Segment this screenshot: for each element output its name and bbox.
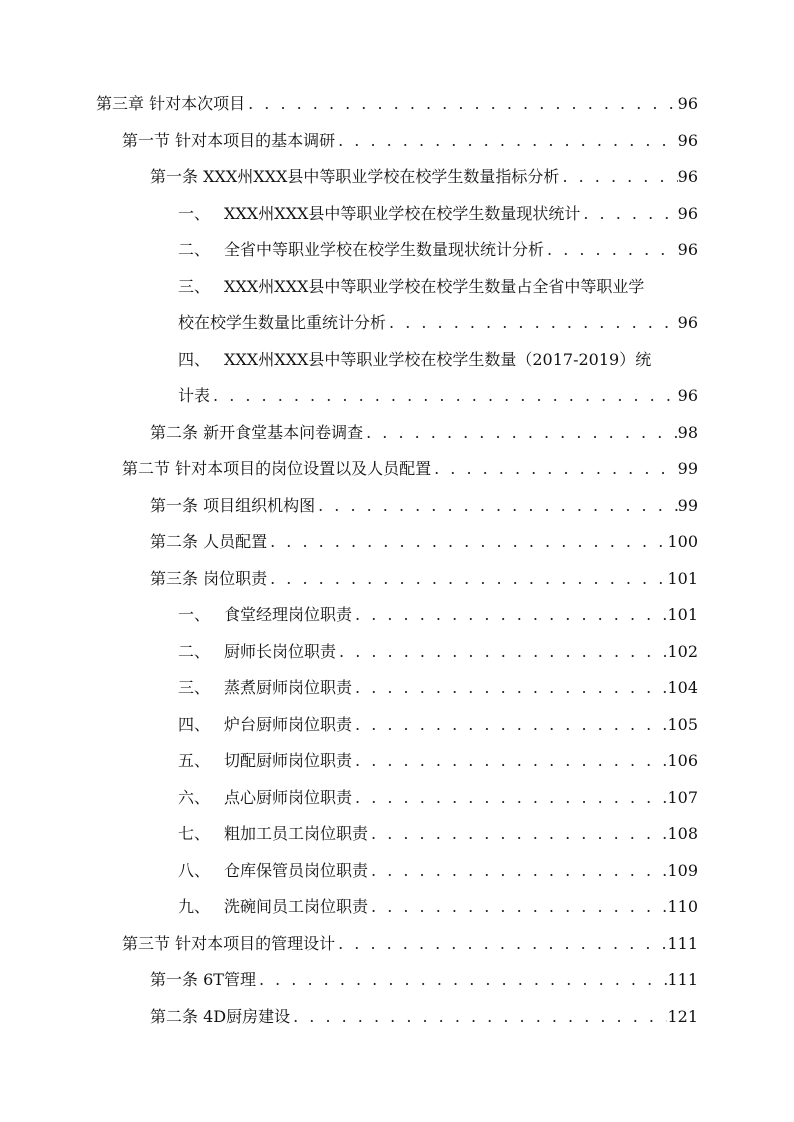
toc-leader-dots xyxy=(368,816,667,853)
toc-title-line-1: XXX州XXX县中等职业学校在校学生数量（2017-2019）统 xyxy=(224,349,652,369)
toc-title: 第三节 针对本项目的管理设计 xyxy=(122,933,336,953)
toc-title: 第一条 项目组织机构图 xyxy=(150,495,316,515)
toc-leader-dots xyxy=(544,232,678,269)
toc-page-number: 121 xyxy=(667,1006,698,1026)
toc-entry-item[interactable] xyxy=(0,743,794,780)
toc-entry-item[interactable] xyxy=(0,853,794,890)
toc-leader-dots xyxy=(431,451,678,488)
toc-leader-dots xyxy=(559,159,677,196)
toc-page-number: 99 xyxy=(677,495,698,515)
toc-page-number: 96 xyxy=(677,167,698,186)
toc-entry-article[interactable] xyxy=(0,962,794,999)
toc-page-number: 96 xyxy=(677,203,698,223)
toc-leader-dots xyxy=(352,780,667,817)
toc-title: 点心厨师岗位职责 xyxy=(224,787,353,807)
toc-page-number: 106 xyxy=(667,751,698,770)
toc-leader-dots xyxy=(210,378,678,415)
toc-entry-article[interactable] xyxy=(0,999,794,1036)
toc-entry-item[interactable] xyxy=(0,707,794,744)
toc-item-number: 九、 xyxy=(178,897,211,916)
toc-title: 第三条 岗位职责 xyxy=(150,568,268,588)
toc-leader-dots xyxy=(352,707,667,744)
toc-entry-item[interactable] xyxy=(0,634,794,671)
toc-leader-dots xyxy=(352,743,667,780)
toc-page-number: 96 xyxy=(677,386,698,405)
toc-entry-item[interactable] xyxy=(0,232,794,269)
toc-leader-dots xyxy=(368,853,667,890)
toc-page-number: 100 xyxy=(667,532,698,551)
toc-page-number: 101 xyxy=(667,568,698,588)
toc-title-line-2: 计表 xyxy=(178,386,211,405)
toc-entry-item[interactable] xyxy=(0,780,794,817)
toc-entry-item[interactable] xyxy=(0,342,794,415)
toc-page-number: 107 xyxy=(667,787,698,807)
toc-page-number: 99 xyxy=(677,459,698,478)
toc-title: 第二条 人员配置 xyxy=(150,532,268,551)
toc-entry-item[interactable] xyxy=(0,597,794,634)
toc-page-number: 101 xyxy=(667,605,698,624)
toc-entry-item[interactable] xyxy=(0,670,794,707)
toc-title: 第二节 针对本项目的岗位设置以及人员配置 xyxy=(122,459,432,478)
toc-title: 粗加工员工岗位职责 xyxy=(224,824,369,843)
toc-entry-item[interactable] xyxy=(0,889,794,926)
toc-item-number: 三、 xyxy=(178,276,211,296)
toc-item-number: 二、 xyxy=(178,240,211,259)
toc-entry-section-3[interactable] xyxy=(0,926,794,963)
toc-leader-dots xyxy=(290,999,667,1036)
toc-title: 炉台厨师岗位职责 xyxy=(224,714,353,734)
toc-entry-section-1[interactable] xyxy=(0,123,794,160)
toc-item-number: 三、 xyxy=(178,678,211,697)
toc-leader-dots xyxy=(315,488,678,525)
toc-entry-item[interactable] xyxy=(0,269,794,342)
toc-leader-dots xyxy=(352,670,667,707)
toc-page-number: 111 xyxy=(667,970,698,989)
toc-item-number: 一、 xyxy=(178,203,211,223)
toc-entry-item[interactable] xyxy=(0,816,794,853)
toc-page-number: 109 xyxy=(667,860,698,880)
toc-title: 切配厨师岗位职责 xyxy=(224,751,353,770)
toc-title: 第三章 针对本次项目 xyxy=(96,94,246,113)
toc-item-number: 一、 xyxy=(178,605,211,624)
toc-title: 第一节 针对本项目的基本调研 xyxy=(122,130,336,150)
toc-leader-dots xyxy=(368,889,667,926)
toc-title-line-1: XXX州XXX县中等职业学校在校学生数量占全省中等职业学 xyxy=(224,276,645,296)
toc-entry-section-2[interactable] xyxy=(0,451,794,488)
toc-item-number: 四、 xyxy=(178,349,211,369)
toc-title: 仓库保管员岗位职责 xyxy=(224,860,369,880)
toc-page-number: 104 xyxy=(667,678,698,697)
toc-item-number: 七、 xyxy=(178,824,211,843)
toc-entry-article[interactable] xyxy=(0,159,794,196)
toc-entry-item[interactable] xyxy=(0,196,794,233)
toc-entry-article[interactable] xyxy=(0,415,794,452)
toc-leader-dots xyxy=(336,634,667,671)
toc-page-number: 110 xyxy=(667,897,698,916)
toc-title-line-2: 校在校学生数量比重统计分析 xyxy=(178,313,387,332)
toc-leader-dots xyxy=(335,926,667,963)
toc-page-number: 111 xyxy=(667,933,698,953)
toc-title: 食堂经理岗位职责 xyxy=(224,605,353,624)
toc-title: 厨师长岗位职责 xyxy=(224,641,337,661)
toc-leader-dots xyxy=(267,524,667,561)
toc-title: 第一条 6T管理 xyxy=(150,970,256,989)
toc-title: XXX州XXX县中等职业学校在校学生数量现状统计 xyxy=(224,203,581,223)
toc-leader-dots xyxy=(386,305,678,342)
table-of-contents xyxy=(0,86,794,1035)
toc-title: 第一条 XXX州XXX县中等职业学校在校学生数量指标分析 xyxy=(150,167,560,186)
toc-leader-dots xyxy=(352,597,667,634)
toc-title: 第二条 4D厨房建设 xyxy=(150,1006,291,1026)
toc-page-number: 96 xyxy=(677,94,698,113)
toc-page-number: 102 xyxy=(667,641,698,661)
toc-leader-dots xyxy=(580,196,677,233)
toc-entry-article[interactable] xyxy=(0,524,794,561)
toc-entry-chapter-3[interactable] xyxy=(0,86,794,123)
toc-title: 蒸煮厨师岗位职责 xyxy=(224,678,353,697)
toc-page-number: 105 xyxy=(667,714,698,734)
toc-leader-dots xyxy=(245,86,678,123)
toc-item-number: 六、 xyxy=(178,787,211,807)
toc-entry-article[interactable] xyxy=(0,561,794,598)
toc-page-number: 96 xyxy=(677,240,698,259)
toc-title: 全省中等职业学校在校学生数量现状统计分析 xyxy=(224,240,545,259)
toc-item-number: 八、 xyxy=(178,860,211,880)
toc-item-number: 四、 xyxy=(178,714,211,734)
toc-leader-dots xyxy=(363,415,678,452)
toc-page-number: 96 xyxy=(677,130,698,150)
toc-page-number: 98 xyxy=(677,422,698,442)
toc-item-number: 二、 xyxy=(178,641,211,661)
toc-entry-article[interactable] xyxy=(0,488,794,525)
toc-title: 洗碗间员工岗位职责 xyxy=(224,897,369,916)
toc-leader-dots xyxy=(267,561,667,598)
toc-title: 第二条 新开食堂基本问卷调查 xyxy=(150,422,364,442)
toc-page-number: 96 xyxy=(677,313,698,332)
toc-leader-dots xyxy=(335,123,678,160)
toc-item-number: 五、 xyxy=(178,751,211,770)
toc-page-number: 108 xyxy=(667,824,698,843)
toc-leader-dots xyxy=(256,962,668,999)
